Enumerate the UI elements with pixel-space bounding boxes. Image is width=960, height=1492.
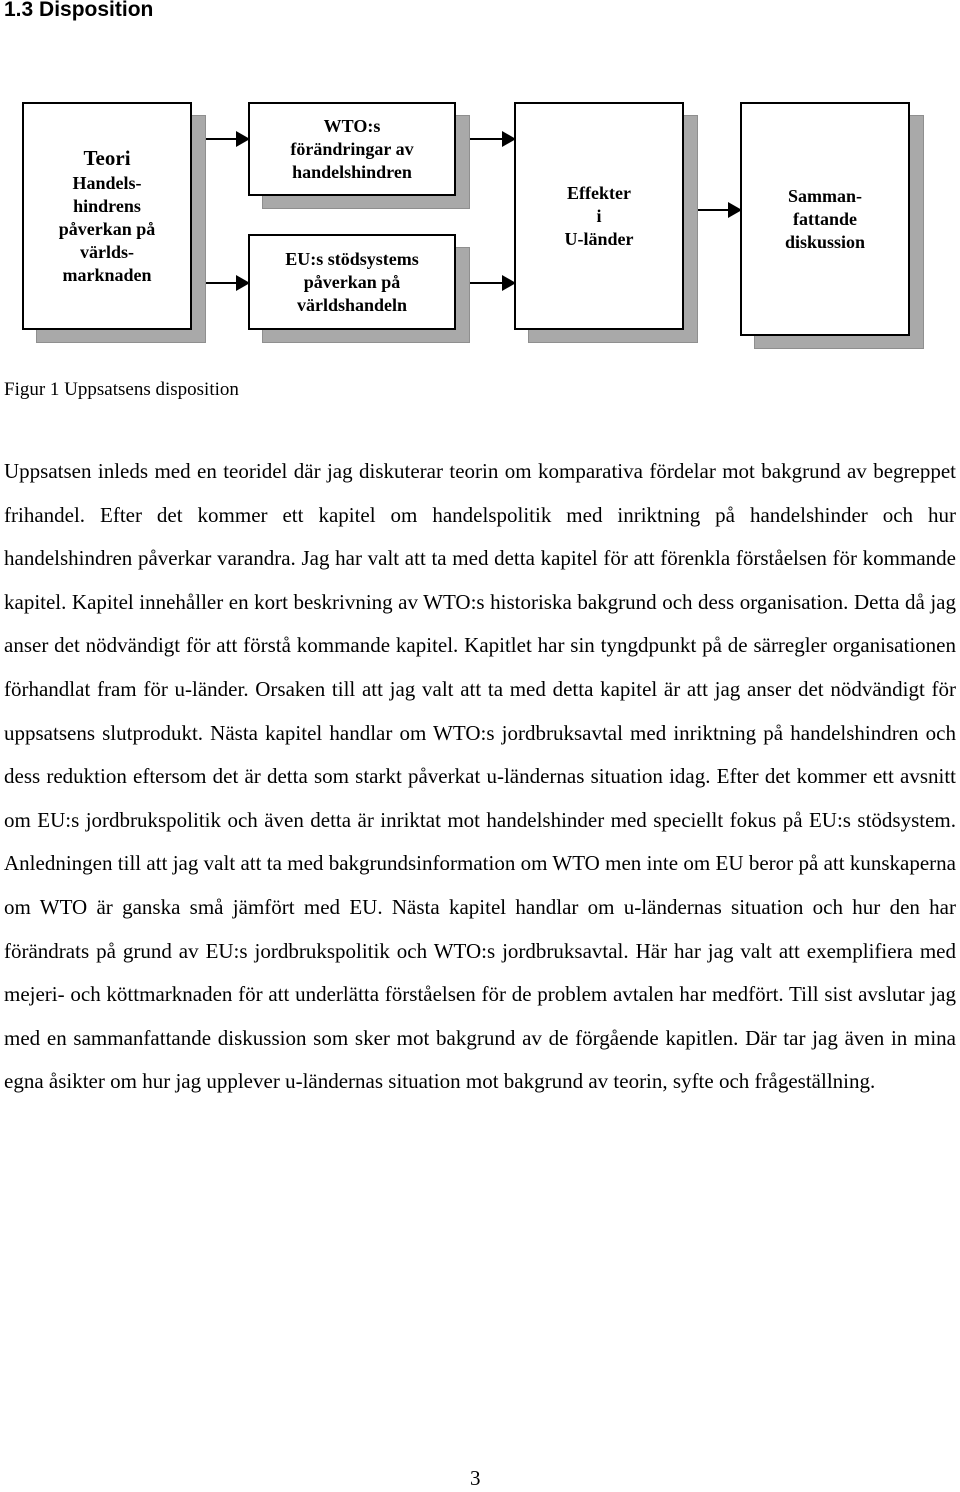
box-wto-line: handelshindren — [292, 161, 412, 182]
box-effects-line: U-länder — [564, 228, 634, 249]
box-theory-title: Teori — [83, 146, 131, 170]
disposition-diagram — [0, 0, 960, 360]
arrow-theory-to-eu — [206, 282, 248, 284]
box-theory-line: marknaden — [62, 265, 152, 285]
box-eu-line: världshandeln — [296, 294, 408, 315]
box-effects-line: i — [596, 205, 602, 226]
box-theory-line: påverkan på — [58, 219, 156, 239]
box-wto-line: förändringar av — [290, 138, 414, 159]
box-eu-line: påverkan på — [303, 271, 401, 292]
box-summary-line: diskussion — [784, 231, 866, 252]
box-wto-line: WTO:s — [323, 115, 381, 136]
box-effects — [514, 102, 684, 330]
page-number: 3 — [470, 1466, 481, 1490]
arrow-effects-to-summary — [698, 209, 740, 211]
box-theory-line: Handels- — [72, 173, 142, 193]
box-summary-line: fattande — [793, 208, 857, 229]
arrow-wto-to-effects — [470, 138, 514, 140]
box-summary — [740, 102, 910, 336]
box-theory-line: hindrens — [73, 196, 141, 216]
box-effects-line: Effekter — [567, 182, 631, 203]
figure-caption: Figur 1 Uppsatsens disposition — [4, 379, 239, 400]
box-eu — [248, 234, 456, 330]
section-heading: 1.3 Disposition — [4, 0, 154, 21]
body-paragraph: Uppsatsen inleds med en teoridel där jag diskuterar teorin om komparativa fördelar mot bakgrund av begreppet frihandel. Efter det kommer ett kapitel om handelspolitik med inriktning på handelshinder och hur handelshindren påverkar varandra. Jag har valt att ta med detta kapitel för att förenkla förståelsen för kommande kapitel. Kapitel innehåller en kort beskrivning av WTO:s historiska bakgrund och dess organisation. Detta då jag anser det nödvändigt för att förstå kommande kapitel. Kapitlet har sin tyngdpunkt på de särregler organisationen förhandlat fram för u-länder. Orsaken till att jag valt att ta med detta kapitel är att jag anser det nödvändigt för uppsatsens slutprodukt. Nästa kapitel handlar om WTO:s jordbruksavtal med inriktning på handelshindren och dess reduktion eftersom det är detta som starkt påverkat u-ländernas situation idag. Efter det kommer ett avsnitt om EU:s jordbrukspolitik och även detta är inriktat mot handelshinder med speciellt fokus på EU:s stödsystem. Anledningen till att jag valt att ta med bakgrundsinformation om WTO men inte om EU beror på att kunskaperna om WTO är ganska små jämfört med EU. Nästa kapitel handlar om u-ländernas situation och hur den har förändrats på grund av EU:s jordbrukspolitik och WTO:s jordbruksavtal. Här har jag valt att exemplifiera med mejeri- och köttmarknaden för att underlätta förståelsen för de problem avtalen har medfört. Till sist avslutar jag med en sammanfattande diskussion som sker mot bakgrund av de förgående kapitlen. Där tar jag även in mina egna åsikter om hur jag upplever u-ländernas situation mot bakgrund av teorin, syfte och frågeställning. — [4, 459, 956, 1094]
box-eu-line: EU:s stödsystems — [285, 248, 419, 269]
arrow-theory-to-wto — [206, 138, 248, 140]
box-wto — [248, 102, 456, 196]
box-theory — [22, 102, 192, 330]
box-summary-line: Samman- — [787, 185, 862, 206]
arrow-eu-to-effects — [470, 282, 514, 284]
box-theory-line: världs- — [80, 242, 134, 262]
